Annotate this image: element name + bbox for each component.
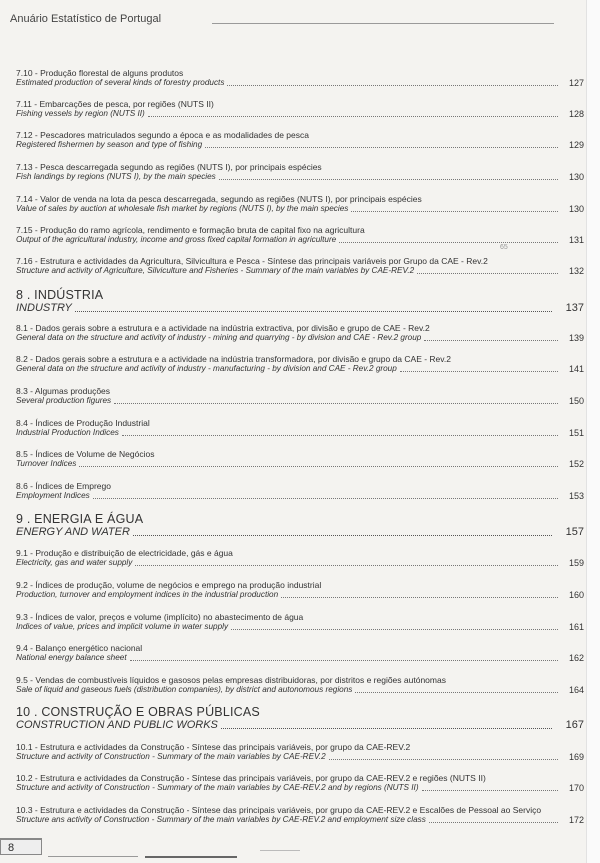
entry-title-en: Structure ans activity of Construction - Summary of the main variables by CAE-REV.2 and employment size class: [16, 815, 426, 824]
dot-leader: [281, 597, 558, 598]
entry-page: 130: [568, 172, 584, 182]
entry-title-en: Electricity, gas and water supply: [16, 558, 133, 567]
entry-title-pt: 7.11 - Embarcações de pesca, por regiões (NUTS II): [16, 99, 214, 109]
dot-leader: [219, 179, 558, 180]
pencil-mark: 65: [500, 244, 508, 251]
chapter-title-pt: 9 . ENERGIA E ÁGUA: [16, 512, 144, 526]
chapter-page: 157: [565, 526, 584, 538]
dot-leader: [339, 242, 558, 243]
entry-title-en: Employment Indices: [16, 491, 90, 500]
entry-title-pt: 7.10 - Produção florestal de alguns produtos: [16, 68, 184, 78]
dot-leader: [135, 565, 558, 566]
header-title: Anuário Estatístico de Portugal: [10, 13, 162, 25]
chapter-heading[interactable]: [16, 512, 584, 539]
entry-title-en: Turnover Indices: [16, 459, 77, 468]
entry-page: 153: [568, 491, 584, 501]
entry-title-pt: 7.13 - Pesca descarregada segundo as regiões (NUTS I), por principais espécies: [16, 162, 322, 172]
toc-entry[interactable]: [16, 68, 584, 88]
chapter-title-en: CONSTRUCTION AND PUBLIC WORKS: [16, 719, 218, 731]
toc-entry[interactable]: [16, 643, 584, 663]
entry-page: 161: [568, 622, 584, 632]
dot-leader: [417, 273, 558, 274]
entry-title-en: Estimated production of several kinds of forestry products: [16, 78, 225, 87]
chapter-title-pt: 8 . INDÚSTRIA: [16, 288, 104, 302]
entry-title-pt: 10.2 - Estrutura e actividades da Construção - Síntese das principais variáveis, por grupo da CAE-REV.2 e regiões (NUTS II): [16, 773, 486, 783]
dot-leader: [429, 822, 558, 823]
entry-title-pt: 7.16 - Estrutura e actividades da Agricultura, Silvicultura e Pesca - Síntese das principais variáveis por Grupo da CAE - Rev.2: [16, 256, 488, 266]
entry-page: 159: [568, 558, 584, 568]
entry-title-en: Value of sales by auction at wholesale fish market by regions (NUTS I), by the main species: [16, 204, 349, 213]
toc-entry[interactable]: [16, 130, 584, 150]
dot-leader: [114, 403, 558, 404]
entry-title-pt: 9.5 - Vendas de combustíveis líquidos e gasosos pelas empresas distribuidoras, por distritos e regiões autónomas: [16, 675, 446, 685]
entry-title-pt: 8.6 - Índices de Emprego: [16, 481, 111, 491]
toc-entry[interactable]: [16, 805, 584, 825]
entry-title-pt: 8.2 - Dados gerais sobre a estrutura e a actividade na indústria transformadora, por divisão e grupo da CAE - Rev.2: [16, 354, 451, 364]
entry-page: 129: [568, 140, 584, 150]
entry-page: 151: [568, 428, 584, 438]
entry-title-pt: 7.15 - Produção do ramo agrícola, rendimento e formação bruta de capital fixo na agricultura: [16, 225, 365, 235]
toc-entry[interactable]: [16, 580, 584, 600]
page-edge: [586, 0, 600, 863]
entry-page: 127: [568, 78, 584, 88]
entry-title-pt: 10.1 - Estrutura e actividades da Construção - Síntese das principais variáveis, por grupo da CAE-REV.2: [16, 742, 411, 752]
entry-page: 150: [568, 396, 584, 406]
footer-rule: [145, 856, 237, 858]
entry-title-pt: 9.4 - Balanço energético nacional: [16, 643, 143, 653]
dot-leader: [122, 435, 558, 436]
entry-title-pt: 8.4 - Índices de Produção Industrial: [16, 418, 150, 428]
entry-title-en: General data on the structure and activity of industry - manufacturing - by division and CAE - Rev.2 group: [16, 364, 397, 373]
dot-leader: [133, 535, 552, 536]
entry-page: 164: [568, 685, 584, 695]
entry-title-pt: 8.1 - Dados gerais sobre a estrutura e a actividade na indústria extractiva, por divisão e grupo de CAE - Rev.2: [16, 323, 430, 333]
dot-leader: [148, 116, 558, 117]
chapter-page: 137: [565, 302, 584, 314]
dot-leader: [329, 759, 558, 760]
footer-rule: [48, 856, 138, 857]
chapter-title-pt: 10 . CONSTRUÇÃO E OBRAS PÚBLICAS: [16, 705, 260, 719]
toc-entry[interactable]: [16, 548, 584, 568]
entry-page: 172: [568, 815, 584, 825]
toc-entry[interactable]: [16, 354, 584, 374]
entry-title-pt: 10.3 - Estrutura e actividades da Construção - Síntese das principais variáveis, por grupo da CAE-REV.2 e Escalões de Pessoal ao Serviço: [16, 805, 542, 815]
toc-entry[interactable]: [16, 99, 584, 119]
entry-page: 160: [568, 590, 584, 600]
entry-title-en: Structure and activity of Construction - Summary of the main variables by CAE-REV.2: [16, 752, 326, 761]
toc-entry[interactable]: [16, 612, 584, 632]
entry-page: 132: [568, 266, 584, 276]
entry-page: 128: [568, 109, 584, 119]
entry-title-pt: 9.1 - Produção e distribuição de electricidade, gás e água: [16, 548, 233, 558]
dot-leader: [424, 340, 558, 341]
page-number: 8: [0, 838, 42, 855]
entry-page: 152: [568, 459, 584, 469]
toc-entry[interactable]: [16, 481, 584, 501]
entry-page: 141: [568, 364, 584, 374]
entry-page: 131: [568, 235, 584, 245]
entry-title-pt: 7.12 - Pescadores matriculados segundo a época e as modalidades de pesca: [16, 130, 309, 140]
entry-title-en: General data on the structure and activity of industry - mining and quarrying - by division and CAE - Rev.2 group: [16, 333, 422, 342]
header-rule: [212, 23, 554, 24]
entry-title-en: Sale of liquid and gaseous fuels (distribution companies), by district and autonomous regions: [16, 685, 353, 694]
entry-title-en: Several production figures: [16, 396, 112, 405]
entry-title-pt: 9.2 - Índices de produção, volume de negócios e emprego na produção industrial: [16, 580, 322, 590]
toc-entry[interactable]: [16, 418, 584, 438]
dot-leader: [75, 311, 552, 312]
toc-entry[interactable]: [16, 194, 584, 214]
chapter-title-en: INDUSTRY: [16, 302, 72, 314]
dot-leader: [355, 692, 558, 693]
dot-leader: [93, 498, 558, 499]
entry-title-en: Output of the agricultural industry, income and gross fixed capital formation in agriculture: [16, 235, 337, 244]
dot-leader: [227, 85, 558, 86]
toc-entry[interactable]: [16, 225, 584, 245]
entry-title-en: Structure and activity of Construction - Summary of the main variables by CAE-REV.2 and by regions (NUTS II): [16, 783, 419, 792]
entry-title-en: Production, turnover and employment indices in the industrial production: [16, 590, 279, 599]
entry-title-en: National energy balance sheet: [16, 653, 127, 662]
toc-entry[interactable]: [16, 742, 584, 762]
toc-entry[interactable]: [16, 449, 584, 469]
dot-leader: [351, 211, 558, 212]
dot-leader: [130, 660, 558, 661]
dot-leader: [422, 790, 558, 791]
entry-page: 169: [568, 752, 584, 762]
dot-leader: [205, 147, 558, 148]
toc-entry[interactable]: [16, 323, 584, 343]
chapter-page: 167: [565, 719, 584, 731]
entry-title-en: Fishing vessels by region (NUTS II): [16, 109, 145, 118]
toc-entry[interactable]: [16, 256, 584, 276]
entry-title-pt: 9.3 - Índices de valor, preços e volume (implícito) no abastecimento de água: [16, 612, 304, 622]
chapter-heading[interactable]: [16, 288, 584, 315]
entry-title-en: Indices of value, prices and implicit volume in water supply: [16, 622, 229, 631]
entry-title-en: Structure and activity of Agriculture, Silviculture and Fisheries - Summary of the main variables by CAE-REV.2: [16, 266, 415, 275]
dot-leader: [231, 629, 558, 630]
toc-entry[interactable]: [16, 162, 584, 182]
entry-page: 130: [568, 204, 584, 214]
dot-leader: [79, 466, 558, 467]
entry-page: 139: [568, 333, 584, 343]
dot-leader: [400, 371, 558, 372]
toc-entry[interactable]: [16, 386, 584, 406]
entry-page: 170: [568, 783, 584, 793]
entry-title-en: Fish landings by regions (NUTS I), by the main species: [16, 172, 216, 181]
entry-title-en: Registered fishermen by season and type of fishing: [16, 140, 203, 149]
dot-leader: [221, 728, 552, 729]
toc-entry[interactable]: [16, 773, 584, 793]
entry-title-pt: 8.3 - Algumas produções: [16, 386, 111, 396]
chapter-title-en: ENERGY AND WATER: [16, 526, 130, 538]
entry-page: 162: [568, 653, 584, 663]
chapter-heading[interactable]: [16, 705, 584, 732]
toc-entry[interactable]: [16, 675, 584, 695]
entry-title-pt: 8.5 - Índices de Volume de Negócios: [16, 449, 155, 459]
entry-title-pt: 7.14 - Valor de venda na lota da pesca descarregada, segundo as regiões (NUTS I), por principais espécies: [16, 194, 422, 204]
footer-rule: [260, 850, 300, 851]
entry-title-en: Industrial Production Indices: [16, 428, 119, 437]
